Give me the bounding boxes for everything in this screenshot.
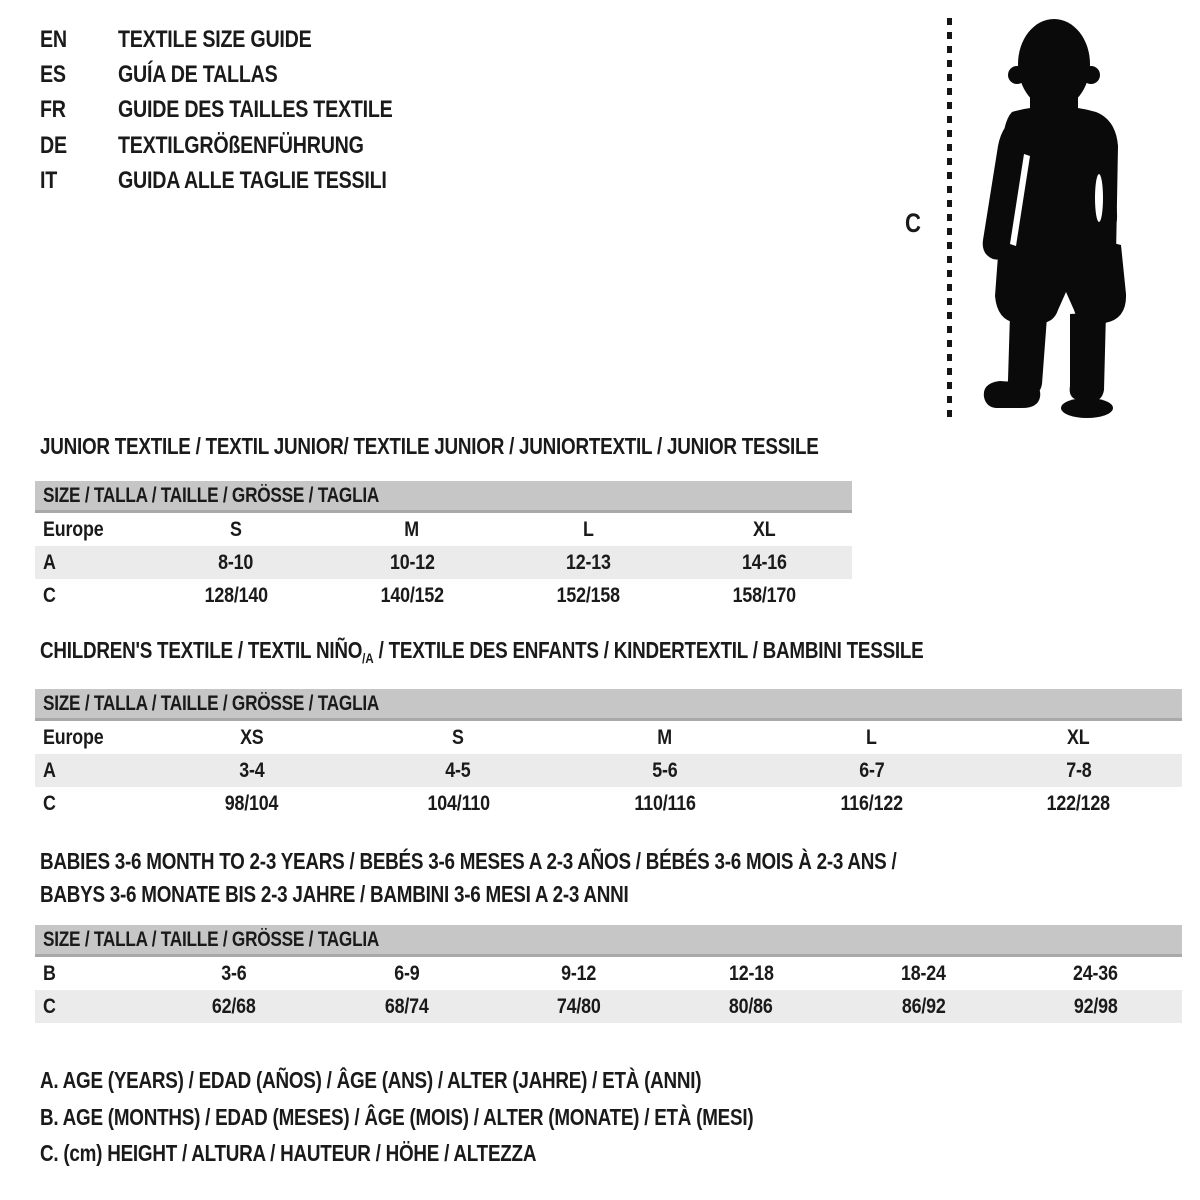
table-row [35, 990, 1182, 1023]
legend-line-a: A. AGE (YEARS) / EDAD (AÑOS) / ÂGE (ANS) / ALTER (JAHRE) / ETÀ (ANNI) [40, 1067, 702, 1093]
row-label: B [43, 961, 56, 985]
size-cell: 12-13 [565, 550, 611, 574]
babies-table-body [35, 957, 1182, 1023]
size-header-bar: SIZE / TALLA / TAILLE / GRÖSSE / TAGLIA [35, 925, 1182, 957]
size-header-bar: SIZE / TALLA / TAILLE / GRÖSSE / TAGLIA [35, 481, 852, 513]
junior-section-heading: JUNIOR TEXTILE / TEXTIL JUNIOR/ TEXTILE JUNIOR / JUNIORTEXTIL / JUNIOR TESSILE [40, 433, 819, 459]
size-cell: 98/104 [224, 791, 279, 815]
size-cell: 122/128 [1046, 791, 1111, 815]
size-cell: 110/116 [634, 791, 696, 815]
language-code: EN [40, 25, 67, 53]
toddler-silhouette-icon [966, 16, 1138, 420]
size-cell: 116/122 [840, 791, 903, 815]
table-row [35, 787, 1182, 820]
size-cell: 158/170 [732, 583, 796, 607]
table-row [35, 957, 1182, 990]
size-cell: 80/86 [729, 994, 774, 1018]
row-label: C [43, 994, 56, 1018]
babies-size-table [35, 925, 1182, 1023]
size-cell: 12-18 [728, 961, 774, 985]
size-cell: 7-8 [1065, 758, 1092, 782]
language-code: DE [40, 131, 67, 159]
size-cell: 62/68 [212, 994, 257, 1018]
language-code: FR [40, 96, 66, 124]
size-cell: S [230, 517, 242, 541]
junior-table-body [35, 513, 852, 612]
size-cell: 152/158 [556, 583, 620, 607]
size-cell: XL [1067, 725, 1090, 749]
nino-a-subscript: /A [362, 650, 374, 666]
language-label: GUIDE DES TAILLES TEXTILE [118, 96, 393, 124]
language-title-list [40, 22, 453, 199]
size-cell: M [657, 725, 673, 749]
size-header-bar: SIZE / TALLA / TAILLE / GRÖSSE / TAGLIA [35, 689, 1182, 721]
size-cell: M [404, 517, 420, 541]
language-label: GUÍA DE TALLAS [118, 61, 278, 89]
row-label: Europe [43, 517, 104, 541]
children-section-heading: CHILDREN'S TEXTILE / TEXTIL $NIÑO_{/A}$ / TEXTILE DES ENFANTS / KINDERTEXTIL / BAMBINI TESSILE [40, 637, 924, 666]
row-label: C [43, 791, 56, 815]
size-cell: 3-6 [221, 961, 247, 985]
size-cell: 5-6 [652, 758, 678, 782]
size-cell: 9-12 [561, 961, 597, 985]
size-cell: L [582, 517, 594, 541]
size-cell: 6-9 [393, 961, 420, 985]
size-cell: 6-7 [859, 758, 885, 782]
language-code: IT [40, 167, 58, 195]
size-cell: 24-36 [1073, 961, 1119, 985]
size-cell: 14-16 [741, 550, 787, 574]
size-cell: 18-24 [901, 961, 946, 985]
children-size-table [35, 689, 1182, 820]
legend-line-b: B. AGE (MONTHS) / EDAD (MESES) / ÂGE (MOIS) / ALTER (MONATE) / ETÀ (MESI) [40, 1103, 754, 1130]
size-cell: 8-10 [218, 550, 254, 574]
row-label: Europe [43, 725, 104, 749]
row-label: A [43, 550, 56, 574]
size-cell: 4-5 [445, 758, 471, 782]
table-row [35, 721, 1182, 754]
language-label: TEXTILGRÖßENFÜHRUNG [118, 131, 364, 159]
size-cell: 92/98 [1073, 994, 1118, 1018]
table-row [35, 513, 852, 546]
size-cell: 3-4 [238, 758, 265, 782]
size-cell: 104/110 [427, 791, 490, 815]
measure-legend [40, 1062, 910, 1172]
language-label: TEXTILE SIZE GUIDE [118, 25, 312, 53]
row-label: A [43, 758, 56, 782]
table-row [35, 546, 852, 579]
size-cell: L [866, 725, 878, 749]
size-cell: XL [752, 517, 776, 541]
size-cell: XS [239, 725, 264, 749]
size-cell: 140/152 [380, 583, 444, 607]
size-cell: 128/140 [204, 583, 268, 607]
size-cell: 68/74 [384, 994, 429, 1018]
size-cell: S [452, 725, 465, 749]
height-measure-label: C [905, 208, 921, 238]
legend-line-c: C. (cm) HEIGHT / ALTURA / HAUTEUR / HÖHE / ALTEZZA [40, 1140, 537, 1166]
height-dashed-line [947, 18, 952, 418]
table-row [35, 754, 1182, 787]
children-table-body [35, 721, 1182, 820]
size-cell: 74/80 [556, 994, 601, 1018]
row-label: C [43, 583, 56, 607]
size-cell: 10-12 [389, 550, 435, 574]
junior-size-table [35, 481, 852, 612]
language-label: GUIDA ALLE TAGLIE TESSILI [118, 167, 387, 195]
language-code: ES [40, 61, 66, 89]
table-row [35, 579, 852, 612]
babies-section-heading: BABIES 3-6 MONTH TO 2-3 YEARS / BEBÉS 3-6 MESES A 2-3 AÑOS / BÉBÉS 3-6 MOIS À 2-3 ANS / BABYS 3-6 MONATE BIS 2-3 JAHRE / BAMBINI 3-6 MESI A 2-3 ANNI [40, 848, 897, 907]
size-cell: 86/92 [901, 994, 946, 1018]
